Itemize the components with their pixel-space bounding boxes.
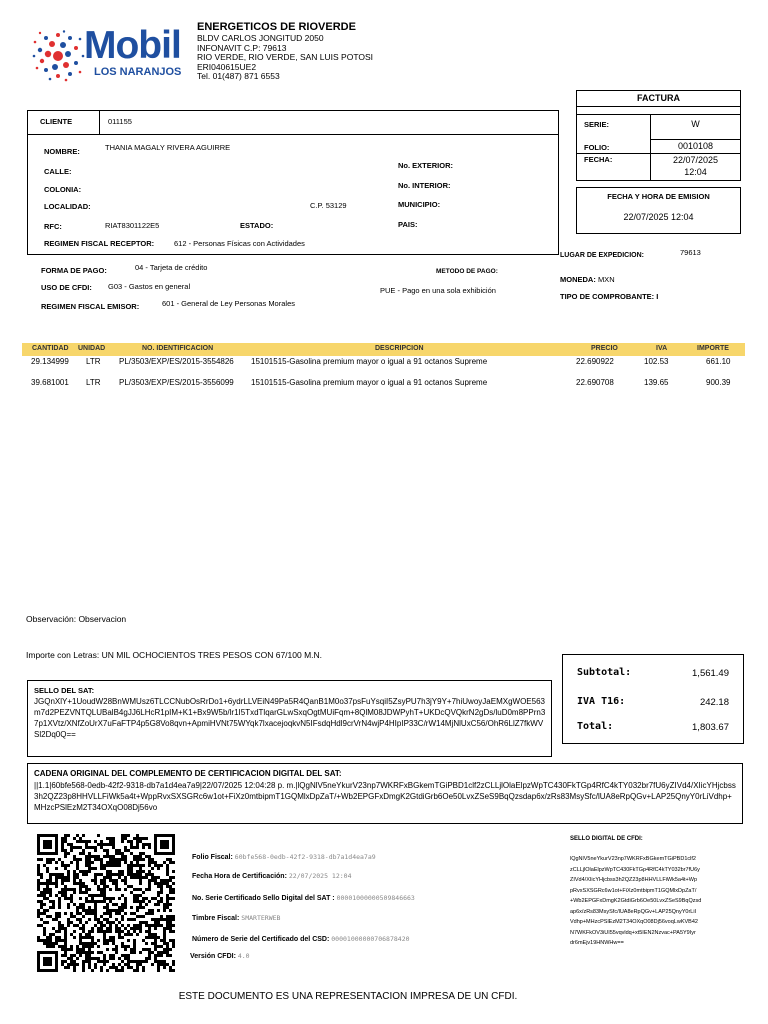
folio-fiscal-label: Folio Fiscal:	[192, 854, 233, 861]
folio-fiscal-value: 60bfe568-0edb-42f2-9318-db7a1d4ea7a9	[234, 853, 376, 861]
no-exterior-label: No. EXTERIOR:	[398, 161, 454, 170]
sello-cfdi-line: pRvxSXSGRc6w1ot+FiXz0mtbipmT1GQMlxDpZaT/	[570, 887, 697, 894]
issuer-block	[197, 21, 427, 82]
version-label: Versión CFDI:	[190, 953, 236, 960]
col-cantidad: CANTIDAD	[32, 345, 69, 352]
timbre-line	[192, 914, 280, 922]
serie-value: W	[691, 119, 700, 129]
iva-label: IVA T16:	[577, 696, 626, 707]
brand-subtitle: LOS NARANJOS	[94, 66, 182, 78]
uso-cfdi-value: G03 - Gastos en general	[108, 282, 191, 291]
col-identificacion: NO. IDENTIFICACION	[142, 345, 214, 352]
metodo-pago-label: METODO DE PAGO:	[436, 268, 498, 275]
issuer-phone: Tel. 01(487) 871 6553	[197, 71, 280, 81]
totales-box	[562, 654, 744, 744]
moneda-value: MXN	[597, 275, 615, 284]
col-descripcion: DESCRIPCION	[375, 345, 424, 352]
folio-label: FOLIO:	[584, 143, 610, 152]
unidad-cell: LTR	[86, 357, 101, 366]
tipo-comprobante-line	[560, 292, 658, 301]
sello-sat-title: SELLO DEL SAT:	[34, 686, 95, 695]
subtotal-label: Subtotal:	[577, 667, 632, 678]
colonia-label: COLONIA:	[44, 185, 82, 194]
hora-value: 12:04	[684, 167, 707, 177]
cp-label: C.P. 53129	[310, 201, 347, 210]
qr-code	[37, 834, 175, 972]
dots-emblem-icon	[30, 30, 86, 82]
sello-cfdi-line: lQgNlV5neYkurV23np7WKRFxBGkemTGiPBD1clf2	[570, 856, 696, 862]
sello-cfdi-line: Vdhp+MHzcPSlEzM2T34OXqO08Dj56voqLwKVB42	[570, 919, 698, 925]
emision-title: FECHA Y HORA DE EMISION	[607, 192, 710, 201]
sello-cfdi-line: dr6mEjv19HNWHw==	[570, 940, 624, 946]
serie-sat-value: 00001000000509846663	[336, 894, 415, 902]
iva-value: 242.18	[699, 697, 729, 708]
sello-cfdi-line: ZIVd4/XIicYHjcbss3h2QZ23p8HHVLLFiWk5a4t+Wp	[570, 877, 698, 883]
rfc-value: RIAT8301122E5	[105, 221, 160, 230]
factura-title: FACTURA	[637, 93, 680, 103]
desc-cell: 15101515-Gasolina premium mayor o igual a 91 octanos Supreme	[251, 357, 488, 366]
cantidad-cell: 39.681001	[31, 378, 69, 387]
cliente-id: 011155	[108, 117, 132, 126]
ident-cell: PL/3503/EXP/ES/2015-3554826	[119, 357, 234, 366]
nombre-label: NOMBRE:	[44, 147, 80, 156]
moneda-label: MONEDA:	[560, 275, 596, 284]
importe-cell: 900.39	[706, 378, 731, 387]
cadena-title: CADENA ORIGINAL DEL COMPLEMENTO DE CERTIFICACION DIGITAL DEL SAT:	[34, 769, 342, 778]
issuer-name: ENERGETICOS DE RIOVERDE	[197, 21, 356, 33]
regimen-receptor-label: REGIMEN FISCAL RECEPTOR:	[44, 239, 155, 248]
issuer-city: RIO VERDE, RIO VERDE, SAN LUIS POTOSI	[197, 52, 374, 62]
cliente-box	[27, 110, 559, 255]
importe-cell: 661.10	[706, 357, 731, 366]
company-logo	[30, 24, 192, 84]
sello-sat-box	[27, 680, 552, 757]
brand-name: Mobil	[84, 24, 181, 67]
municipio-label: MUNICIPIO:	[398, 200, 441, 209]
col-importe: IMPORTE	[697, 345, 729, 352]
regimen-emisor-label: REGIMEN FISCAL EMISOR:	[41, 302, 140, 311]
table-row	[22, 357, 745, 369]
issuer-address: BLDV CARLOS JONGITUD 2050	[197, 33, 324, 43]
emision-box	[576, 187, 741, 234]
sello-cfdi-line: zCLLjlOlaElpzWpTC430FkTGp4RfC4kTY032br7fU6y	[570, 866, 700, 873]
tipo-comprobante-value: I	[656, 292, 659, 301]
serie-sat-line	[192, 894, 415, 902]
desc-cell: 15101515-Gasolina premium mayor o igual a 91 octanos Supreme	[251, 378, 488, 387]
sello-cfdi-line: +Wb2EPGFxDmgK2GtdiGrb6Oe50LvxZSeS9BqQzsd	[570, 898, 702, 904]
total-value: 1,803.67	[692, 722, 729, 733]
importe-letras: Importe con Letras: UN MIL OCHOCIENTOS TRES PESOS CON 67/100 M.N.	[26, 650, 323, 660]
no-interior-label: No. INTERIOR:	[398, 181, 451, 190]
fecha-cert-label: Fecha Hora de Certificación:	[192, 873, 287, 880]
iva-cell: 102.53	[644, 357, 669, 366]
table-row	[22, 378, 745, 390]
sello-cfdi-block	[570, 836, 750, 949]
fecha-value: 22/07/2025	[672, 155, 719, 165]
serie-sat-label: No. Serie Certificado Sello Digital del SAT :	[192, 895, 335, 902]
folio-fiscal-line	[192, 853, 376, 861]
pais-label: PAIS:	[398, 220, 418, 229]
csd-line	[192, 935, 410, 943]
regimen-emisor-value: 601 - General de Ley Personas Morales	[162, 299, 295, 308]
forma-pago-value: 04 - Tarjeta de crédito	[135, 263, 208, 272]
forma-pago-label: FORMA DE PAGO:	[41, 266, 107, 275]
precio-cell: 22.690922	[576, 357, 614, 366]
timbre-label: Timbre Fiscal:	[192, 915, 240, 922]
iva-cell: 139.65	[644, 378, 669, 387]
csd-value: 00001000000706878420	[331, 935, 410, 943]
lugar-value: 79613	[680, 248, 701, 257]
cadena-text: ||1.1|60bfe568-0edb-42f2-9318-db7a1d4ea7a9|22/07/2025 12:04:28 p. m.|lQgNlV5neYkurV23np7WKRFxBGkemTGiPBD1clf2zCLLjlOlaElpzWpTC430FkTGp4RfC4kTY032br7fU6yZIVd4/XIicYHjcbss3h2QZ23p8HHVLLFiWk5a4t+WppRvxSXSGRc6w1ot+FiXz0mtbipmT1GQMlxDpZaT/+Wb2EPGFxDmgK2GtdiGrb6Oe50LvxZSeS9BqQzsdap6x/zRs83MsySfc/lUA8eRpQGv+LAP25QnyY0rLiVdhp+MHzcPSlEzM2T34OXqO08Dj56vo	[34, 781, 736, 812]
observacion: Observación: Observacion	[26, 614, 127, 624]
col-iva: IVA	[656, 345, 668, 352]
total-label: Total:	[577, 721, 614, 732]
rfc-label: RFC:	[44, 222, 62, 231]
calle-label: CALLE:	[44, 167, 72, 176]
tipo-comprobante-label: TIPO DE COMPROBANTE:	[560, 292, 655, 301]
factura-box	[576, 90, 741, 181]
fecha-label: FECHA:	[584, 155, 613, 164]
footer-text: ESTE DOCUMENTO ES UNA REPRESENTACION IMPRESA DE UN CFDI.	[178, 991, 518, 1002]
csd-label: Número de Serie del Certificado del CSD:	[192, 936, 330, 943]
items-header	[22, 343, 745, 356]
cantidad-cell: 29.134999	[31, 357, 69, 366]
sello-cfdi-line: N7WKFkOV3iUI55vqvldq+xt5IEN2Nzvac+PA5Y9Iyr	[570, 929, 696, 936]
timbre-value: SMARTERWEB	[241, 914, 281, 922]
fecha-cert-value: 22/07/2025 12:04	[288, 872, 352, 880]
issuer-rfc: ERI040615UE2	[197, 61, 257, 72]
folio-value: 0010108	[677, 141, 714, 151]
col-precio: PRECIO	[591, 345, 618, 352]
sello-cfdi-line: ap6x/zRs83MsySfc/lUA8eRpQGv+LAP25QnyY0rLiI	[570, 908, 697, 915]
cadena-box	[27, 763, 743, 824]
serie-label: SERIE:	[584, 120, 610, 129]
fecha-cert-line	[192, 872, 352, 880]
estado-label: ESTADO:	[240, 221, 274, 230]
nombre-value: THANIA MAGALY RIVERA AGUIRRE	[105, 143, 231, 152]
sello-cfdi-title: SELLO DIGITAL DE CFDI:	[570, 836, 643, 842]
cliente-label: CLIENTE	[40, 117, 73, 126]
emision-value: 22/07/2025 12:04	[623, 212, 694, 222]
lugar-label: LUGAR DE EXPEDICION:	[560, 252, 645, 259]
precio-cell: 22.690708	[576, 378, 614, 387]
unidad-cell: LTR	[86, 378, 101, 387]
col-unidad: UNIDAD	[78, 345, 106, 352]
regimen-receptor-value: 612 - Personas Físicas con Actividades	[174, 239, 305, 248]
version-line	[190, 952, 250, 960]
subtotal-value: 1,561.49	[692, 668, 729, 679]
ident-cell: PL/3503/EXP/ES/2015-3556099	[119, 378, 234, 387]
version-value: 4.0	[237, 952, 250, 960]
uso-cfdi-label: USO DE CFDI:	[41, 283, 92, 292]
metodo-pago-value: PUE - Pago en una sola exhibición	[380, 286, 496, 295]
localidad-label: LOCALIDAD:	[44, 202, 91, 211]
issuer-infonavit: INFONAVIT C.P: 79613	[197, 42, 287, 53]
sello-sat-text: JGQnXlY+1UoudW28BnWMUsz6TLCCNubOsRrDo1+6ydrLLVEiN49Pa5R4QanB1M0o37psFuYsqiI5ZsyPU7h3jY9Y+7hiUwoyJaEMXgWOE563m7d2PEZVNTQLUBalB4gJJ6LHcR1pIM+K1+Bx9W5b/lr1I5TxdTlqarGLwSxqOgtMUiFqm+8QlM08JDWPyhT+UKDcQVQkrN2gDs/luD0m8PPrn37p1XVtz/XNfZoUrX7uFaFTP4p5G8Vo8qvn+ApmiHVNt75WYqk7lxacejoqkvN5IFsdqHdl9crVrN4wjP4HIpIP33C/rW14MjNlUxC56/OhR6LlZ7fkWVSl2Dq0Q==	[34, 697, 546, 739]
moneda-line	[560, 275, 615, 284]
